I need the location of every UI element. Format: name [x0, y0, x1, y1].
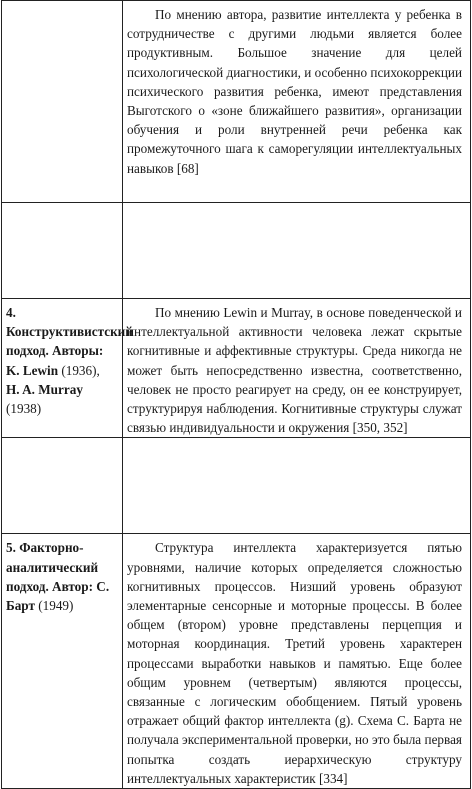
- label-cell: [2, 299, 133, 438]
- description-cell: [123, 299, 471, 438]
- label-cell: [2, 534, 123, 789]
- approach-name: 5. Факторно-аналитический подход. Автор: С. Барт: [6, 540, 110, 614]
- comparison-table: [1, 0, 471, 789]
- description-text: По мнению Lewin и Murray, в основе поведенческой и интеллектуальной активности человека лежат скрытые когнитивные и аффективные структуры. Среда никогда не может быть непосредственно известна, соответственно, человек не просто реагирует на среду, он ее конструирует, структурируя наблюдения. Когнитивные структуры служат связью индивидуальности и окружения [350, 352]: [127, 305, 462, 436]
- table-row: [2, 203, 471, 299]
- table-row: [2, 438, 471, 534]
- table-row: [2, 1, 471, 203]
- approach-name: 4. Конструктивистский подход. Авторы: K. Lewin: [6, 305, 133, 378]
- table-row: [2, 534, 471, 789]
- approach-year: (1938): [6, 401, 42, 417]
- approach-year: (1949): [34, 598, 74, 614]
- label-cell: [2, 203, 123, 299]
- description-cell: [123, 534, 471, 789]
- approach-author: H. A. Murray: [6, 381, 83, 397]
- table-row: [2, 299, 471, 438]
- approach-year: (1936),: [58, 362, 100, 378]
- description-text: Структура интеллекта характеризуется пятью уровнями, наличие которых определяется сложностью когнитивных процессов. Низший уровень образуют элементарные сенсорные и моторные процессы. В более общем (втором) уровне представлены перцепция и моторная координация. Третий уровень характерен процессами выработки навыков и памятью. Еще более общим уровнем (четвертым) являются процессы, связанные с логическим обобщением. Пятый уровень отражает общий фактор интеллекта (g). Схема С. Барта не получала экспериментальной проверки, но это была первая попытка создать иерархическую структуру интеллектуальных характеристик [334]: [127, 540, 462, 786]
- label-cell: [2, 438, 123, 534]
- description-cell: [123, 203, 471, 299]
- label-cell: [2, 1, 123, 203]
- description-cell: [123, 438, 471, 534]
- description-text: По мнению автора, развитие интеллекта у ребенка в сотрудничестве с другими людьми является более продуктивным. Большое значение для целей психологической диагностики, и особенно психокоррекции психического развития ребенка, имеют представления Выготского о «зоне ближайшего развития», организации обучения и роли внутренней речи ребенка как промежуточного шага к саморегуляции интеллектуальных навыков [68]: [127, 7, 462, 176]
- description-cell: [123, 1, 471, 203]
